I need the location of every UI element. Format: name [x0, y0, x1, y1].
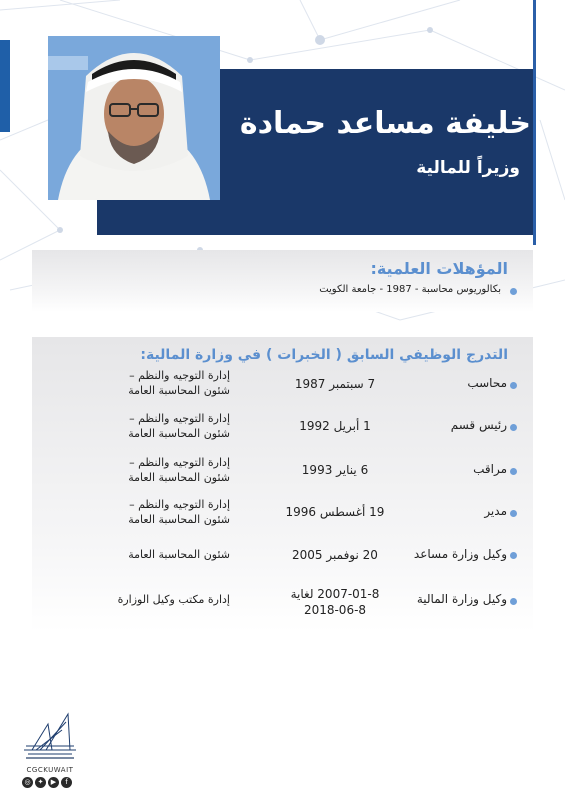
twitter-icon[interactable]: ✦ — [35, 777, 46, 788]
facebook-icon[interactable]: f — [61, 777, 72, 788]
career-position: محاسب — [467, 376, 507, 390]
career-date: 20 نوفمبر 2005 — [292, 548, 378, 562]
career-date: 19 أغسطس 1996 — [285, 505, 385, 519]
bullet-icon — [510, 424, 517, 431]
minister-name: خليفة مساعد حمادة — [239, 106, 531, 141]
qualifications-heading: المؤهلات العلمية: — [370, 259, 508, 278]
bullet-icon — [510, 552, 517, 559]
career-department: شئون المحاسبة العامة — [128, 548, 230, 561]
qualification-item: بكالوريوس محاسبة - 1987 - جامعة الكويت — [319, 284, 501, 295]
career-row — [0, 369, 565, 413]
youtube-icon[interactable]: ▶ — [48, 777, 59, 788]
logo-caption: CGCKUWAIT — [26, 766, 74, 774]
career-department: إدارة التوجيه والنظم – شئون المحاسبة العامة — [128, 498, 230, 526]
career-department: إدارة التوجيه والنظم – شئون المحاسبة العامة — [128, 369, 230, 397]
career-date: 1 أبريل 1992 — [299, 419, 371, 433]
bullet-icon — [510, 598, 517, 605]
career-date: 2007-01-8 لغاية 2018-06-8 — [290, 587, 380, 617]
career-department: إدارة التوجيه والنظم – شئون المحاسبة العامة — [128, 412, 230, 440]
bullet-icon — [510, 510, 517, 517]
career-position: مدير — [484, 504, 507, 518]
minister-photo — [48, 36, 220, 200]
career-row — [0, 456, 565, 502]
sail-logo-icon — [18, 710, 82, 764]
career-department: إدارة مكتب وكيل الوزارة — [117, 593, 230, 606]
career-position: وكيل وزارة مساعد — [413, 547, 507, 561]
social-icons — [22, 777, 74, 789]
career-position: رئيس قسم — [450, 418, 507, 432]
career-date: 6 يناير 1993 — [301, 463, 369, 477]
career-date: 7 سبتمبر 1987 — [294, 377, 376, 391]
minister-title: وزيراً للمالية — [416, 158, 520, 178]
portrait-illustration — [48, 36, 220, 200]
career-row — [0, 498, 565, 544]
header-vertical-line — [533, 0, 536, 245]
career-row — [0, 412, 565, 458]
career-position: وكيل وزارة المالية — [416, 592, 507, 606]
career-row — [0, 547, 565, 587]
career-heading: التدرج الوظيفي السابق ( الخبرات ) في وزارة المالية: — [140, 347, 508, 363]
career-position: مراقب — [473, 462, 507, 476]
instagram-icon[interactable]: ◎ — [22, 777, 33, 788]
left-accent-bar — [0, 40, 10, 132]
bullet-icon — [510, 288, 517, 295]
career-department: إدارة التوجيه والنظم – شئون المحاسبة العامة — [128, 456, 230, 484]
career-row — [0, 586, 565, 626]
bullet-icon — [510, 382, 517, 389]
bullet-icon — [510, 468, 517, 475]
